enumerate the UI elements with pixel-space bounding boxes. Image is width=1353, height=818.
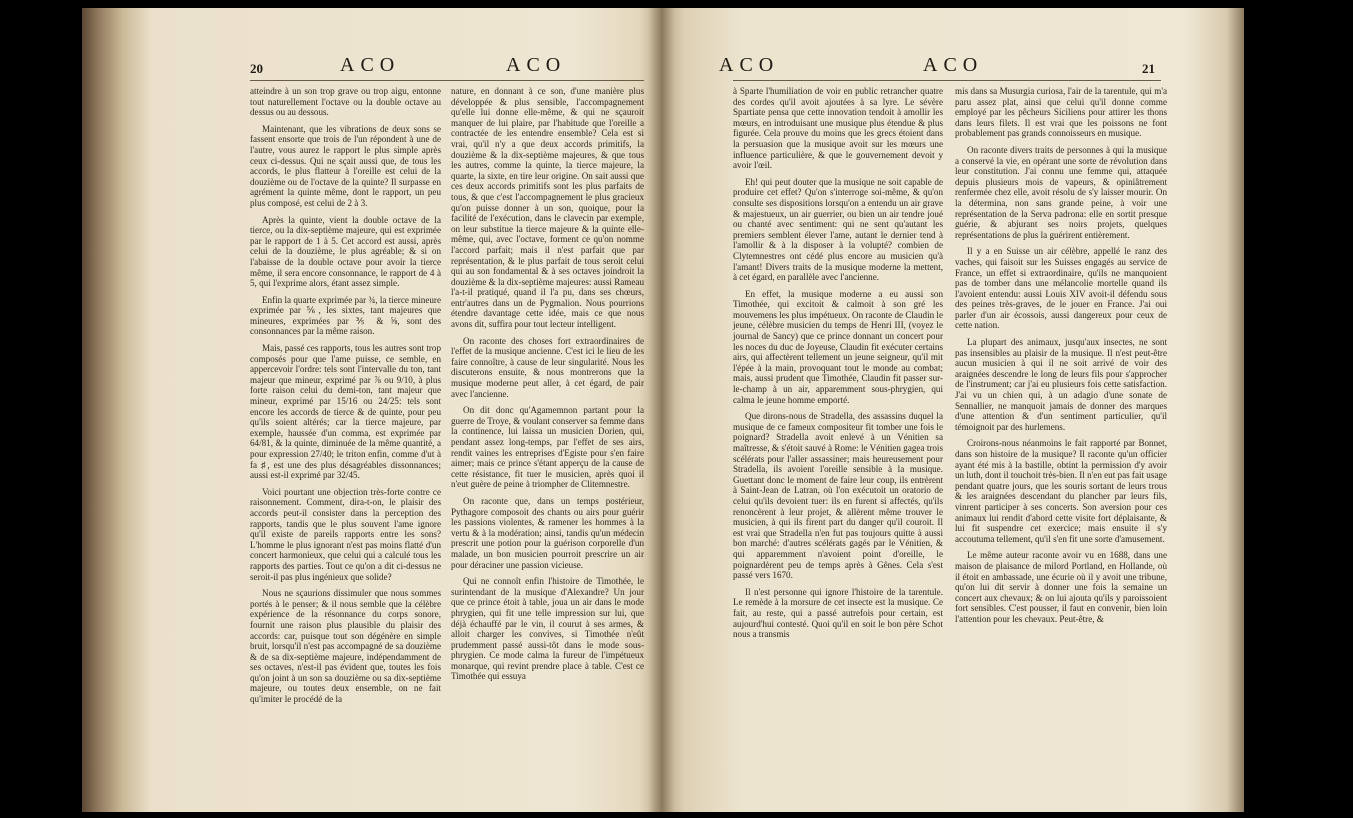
book-gutter [648,8,674,812]
paragraph: On raconte des choses fort extraordinaires de l'effet de la musique ancienne. C'est ici le lieu de les faire connoître, à cause de leur singularité. Nous les discuterons ensuite, & nous montrerons que la musique moderne peut aller, à cet égard, de pair avec l'ancienne. [451,335,644,399]
paragraph: Eh! qui peut douter que la musique ne soit capable de produire cet effet? Qu'on s'interroge soi-même, & qu'on consulte ses dispositions lorsqu'on a entendu un air grave & majestueux, un air guerrier, ou bien un air tendre joué ou chanté avec sentiment: qui ne sent qu'autant les premiers semblent élever l'ame, autant le dernier tend à l'amollir & à la disposer à la volupté? combien de Clytemnestres ont cédé plus encore au musicien qu'à l'amant! Divers traits de la musique moderne la mettent, à cet égard, en parallèle avec l'ancienne. [733,176,943,283]
right-column-1 [733,86,943,646]
paragraph: Après la quinte, vient la double octave de la tierce, ou la dix-septième majeure, qui est exprimée par le rapport de 1 à 5. Cet accord est aussi, après celui de la douzième, le plus agréable; & si on l'abaisse de la double octave pour avoir la tierce même, il sera encore consonnance, le rapport de 4 à 5, qui l'exprime alors, étant assez simple. [250,214,441,289]
left-page-number: 20 [250,61,263,76]
paragraph: Le même auteur raconte avoir vu en 1688, dans une maison de plaisance de milord Portland, en Hollande, où il étoit en ambassade, une écurie où il y avoit une tribune, qu'on lui dit servir à donner une fois la semaine un concert aux chevaux; & on lui ajouta qu'ils y paroissoient fort sensibles. C'est pousser, il faut en convenir, bien loin l'attention pour les chevaux. Peut-être, & [955,550,1167,624]
right-running-head-left: ACO [719,54,780,76]
left-running-head-right: ACO [506,54,567,76]
paragraph: La plupart des animaux, jusqu'aux insectes, ne sont pas insensibles au plaisir de la musique. Il n'est peut-être aucun musicien à qui il ne soit arrivé de voir des araignées descendre le long de leurs fils pour s'approcher de l'instrument; car j'ai eu plusieurs fois cette satisfaction. J'ai vu un chien qui, à un adagio d'une sonate de Sennallier, ne manquoit jamais de donner des marques d'une attention & d'un sentiment particulier, qu'il témoignoit par des hurlemens. [955,337,1167,432]
left-page [82,8,661,812]
paragraph: atteindre à un son trop grave ou trop aigu, entonne tout naturellement l'octave ou la double octave au dessus ou au dessous. [250,86,441,118]
paragraph: Que dirons-nous de Stradella, des assassins duquel la musique de ce fameux compositeur fit tomber une fois le poignard? Stradella avoit enlevé à un Vénitien sa maîtresse, & s'étoit sauvé à Rome: le Vénitien gagea trois scélérats pour l'aller assassiner; mais heureusement pour Stradella, ils avoient l'oreille sensible à la musique. Guettant donc le moment de faire leur coup, ils entrèrent à Saint-Jean de Latran, où l'on exécutoit un oratorio de celui qu'ils devoient tuer: ils en furent si affectés, qu'ils renoncèrent à leur projet, & allèrent même trouver le musicien, à qui ils firent part du danger qu'il couroit. Il est vrai que Stradella n'en fut pas toujours quitte à aussi bon marché: d'autres scélérats gagés par le Vénitien, & qui apparemment n'avoient point d'oreille, le poignardèrent peu de temps après à Gênes. Cela s'est passé vers 1670. [733,411,943,581]
paragraph: Nous ne sçaurions dissimuler que nous sommes portés à le penser; & il nous semble que la célèbre expérience de la résonnance du corps sonore, fournit une raison plus plausible du plaisir des accords: car, puisque tout son dégénère en simple bruit, lorsqu'il n'est pas accompagné de sa douzième & de sa dix-septième majeure, indépendamment de ses octaves, n'est-il pas évident que, toutes les fois qu'on joint à un son sa douzième ou sa dix-septième majeure, ou toutes deux ensemble, on ne fait qu'imiter le procédé de la [250,588,441,705]
left-head-rule [250,80,644,81]
paragraph: On raconte que, dans un temps postérieur, Pythagore composoit des chants ou airs pour guérir les passions violentes, & ramener les hommes à la vertu & à la modération; ainsi, tandis qu'un médecin prescrit une potion pour la guérison corporelle d'un malade, un bon musicien pourroit prescrire un air pour déraciner une passion vicieuse. [451,495,644,570]
paragraph: Mais, passé ces rapports, tous les autres sont trop composés pour que l'ame puisse, ce semble, en appercevoir l'ordre: tels sont l'intervalle du ton, tant majeur que mineur, exprimé par ⅞ ou 9/10, à plus forte raison celui du demi-ton, tant majeur que mineur, exprimé par 15/16 ou 24/25: tels sont encore les accords de tierce & de quinte, pour peu qu'ils soient altérés; car la tierce majeure, par exemple, haussée d'un comma, est exprimée par 64/81, & la quinte, diminuée de la même quantité, a pour expression 27/40; le triton enfin, comme d'ut à fa ♯, est une des plus désagréables dissonnances; aussi est-il exprimé par 32/45. [250,343,441,481]
paragraph: mis dans sa Musurgia curiosa, l'air de la tarentule, qui m'a paru assez plat, ainsi que celui qu'il donne comme employé par les pêcheurs Siciliens pour attirer les thons dans leurs filets. Il est vrai que les poissons ne font probablement pas grands connoisseurs en musique. [955,86,1167,139]
paragraph: Il n'est personne qui ignore l'histoire de la tarentule. Le remède à la morsure de cet insecte est la musique. Ce fait, au reste, qui a passé autrefois pour certain, est aujourd'hui contesté. Quoi qu'il en soit le bon père Schot nous a transmis [733,586,943,640]
right-page-number: 21 [1142,61,1155,76]
paragraph: nature, en donnant à ce son, d'une manière plus développée & plus sensible, l'accompagnement qu'elle lui donne elle-même, & qui ne sçauroit manquer de lui plaire, par l'habitude que l'oreille a contractée de les entendre ensemble? Cela est si vrai, qu'il n'y a que deux accords primitifs, la douzième & la dix-septième majeures, & que tous les autres, comme la quinte, la tierce majeure, la quarte, la sixte, en tire leur origine. On sait aussi que ces deux accords primitifs sont les plus parfaits de tous, & que c'est l'accompagnement le plus gracieux qu'on puisse donner à un son, quoique, pour la facilité de l'exécution, dans le clavecin par exemple, on leur substitue la tierce majeure & la quinte elle-même, qui, avec l'octave, forment ce qu'on nomme l'accord parfait; mais il n'est parfait que par représentation, & le plus parfait de tous seroit celui qui au son fondamental & à ses octaves joindroit la douzième & la dix-septième majeures: aussi Rameau l'a-t-il pratiqué, quand il l'a pu, dans ses chœurs, entr'autres dans un de Pygmalion. Nous pourrions étendre davantage cette idée, mais ce que nous avons dit, suffira pour tout lecteur intelligent. [451,86,644,330]
paragraph: Croirons-nous néanmoins le fait rapporté par Bonnet, dans son histoire de la musique? Il raconte qu'un officier ayant été mis à la bastille, obtint la permission d'y avoir un luth, dont il touchoit très-bien. Il n'en eut pas fait usage pendant quatre jours, que les souris sortant de leurs trous & les araignées descendant du plancher par leurs fils, vinrent participer à ses concerts. Son aversion pour ces animaux lui rendit d'abord cette visite fort déplaisante, & lui fit suspendre cet exercice; mais ensuite il s'y accoutuma tellement, qu'il s'en fit une sorte d'amusement. [955,438,1168,544]
left-column-2 [451,86,644,688]
paragraph: En effet, la musique moderne a eu aussi son Timothée, qui excitoit & calmoit à son gré les mouvemens les plus impétueux. On raconte de Claudin le jeune, célèbre musicien du temps de Henri III, (voyez le journal de Sancy) que ce prince donnant un concert pour les noces du duc de Joyeuse, Claudin fit exécuter certains airs, qui affectèrent tellement un jeune seigneur, qu'il mit l'épée à la main, provoquant tout le monde au combat; mais, aussi prudent que Timothée, Claudin fit passer sur-le-champ à un air, apparemment sous-phrygien, qui calma le jeune homme emporté. [733,288,943,405]
paragraph: à Sparte l'humiliation de voir en public retrancher quatre des cordes qu'il avoit ajoutées à sa lyre. Le sévère Spartiate pensa que cette innovation tendoit à amollir les mœurs, en introduisant une musique plus étendue & plus figurée. Cela prouve du moins que les grecs étoient dans la persuasion que la musique avoit sur les mœurs une influence particulière, & que le gouvernement devoit y avoir l'œil. [733,86,943,171]
paragraph: On dit donc qu'Agamemnon partant pour la guerre de Troye, & voulant conserver sa femme dans la continence, lui laissa un musicien Dorien, qui, pendant assez long-temps, par l'effet de ses airs, rendit vaines les entreprises d'Egiste pour s'en faire aimer; mais ce prince s'étant apperçu de la cause de cette résistance, fit tuer le musicien, après quoi il n'eut guère de peine à triompher de Clitemnestre. [451,405,644,490]
book-spread [82,8,1244,812]
paragraph: Il y a en Suisse un air célèbre, appellé le ranz des vaches, qui faisoit sur les Suisses engagés au service de France, un effet si extraordinaire, qu'ils ne manquoient pas de tomber dans une mélancolie mortelle quand ils l'avoient entendu: aussi Louis XIV avoit-il défendu sous des peines très-graves, de le jouer en France. J'ai oui parler d'un air écossois, aussi dangereux pour ceux de cette nation. [955,246,1167,331]
right-column-2 [955,86,1167,631]
right-head-rule [733,80,1161,81]
left-running-head-left: ACO [340,54,401,76]
left-column-1 [250,86,441,711]
paragraph: On raconte divers traits de personnes à qui la musique a conservé la vie, en opérant une sorte de révolution dans leur constitution. J'ai connu une femme qui, attaquée depuis plusieurs mois de vapeurs, & opiniâtrement renfermée chez elle, avoit résolu de s'y laisser mourir. On la détermina, non sans grande peine, à voir une représentation de la Serva padrona: elle en sortit presque guérie, & abjurant ses noirs projets, quelques représentations de plus la guérirent entièrement. [955,144,1167,240]
paragraph: Enfin la quarte exprimée par ¾, la tierce mineure exprimée par ⅚, les sixtes, tant majeures que mineures, exprimées par ⅗ & ⅝, sont des consonnances par la même raison. [250,294,441,337]
right-page [661,8,1244,812]
paragraph: Maintenant, que les vibrations de deux sons se fassent ensorte que trois de l'un répondent à une de l'autre, vous aurez le rapport le plus simple après ceux ci-dessus. Qui ne sçait aussi que, de tous les accords, le plus flatteur à l'oreille est celui de la douzième ou de l'octave de la quinte? Il surpasse en agrément la quinte même, dont le rapport, un peu plus composé, est celui de 2 à 3. [250,123,441,208]
paragraph: Qui ne connoît enfin l'histoire de Timothée, le surintendant de la musique d'Alexandre? Un jour que ce prince étoit à table, joua un air dans le mode phrygien, qui fit une telle impression sur lui, que déjà échauffé par le vin, il courut à ses armes, & alloit charger les convives, si Timothée n'eût prudemment passé aussi-tôt dans le mode sous-phrygien. Ce mode calma la fureur de l'impétueux monarque, qui revint prendre place à table. C'est ce Timothée qui essuya [451,576,644,682]
paragraph: Voici pourtant une objection très-forte contre ce raisonnement. Comment, dira-t-on, le plaisir des accords peut-il consister dans la perception des rapports, tandis que le plus souvent l'ame ignore qu'il existe de pareils rapports entre les sons? L'homme le plus ignorant n'est pas moins flatté d'un concert harmonieux, que celui qui a calculé tous les rapports des parties. Tout ce qu'on a dit ci-dessus ne seroit-il pas plus ingénieux que solide? [250,486,441,582]
right-running-head-right: ACO [923,54,984,76]
